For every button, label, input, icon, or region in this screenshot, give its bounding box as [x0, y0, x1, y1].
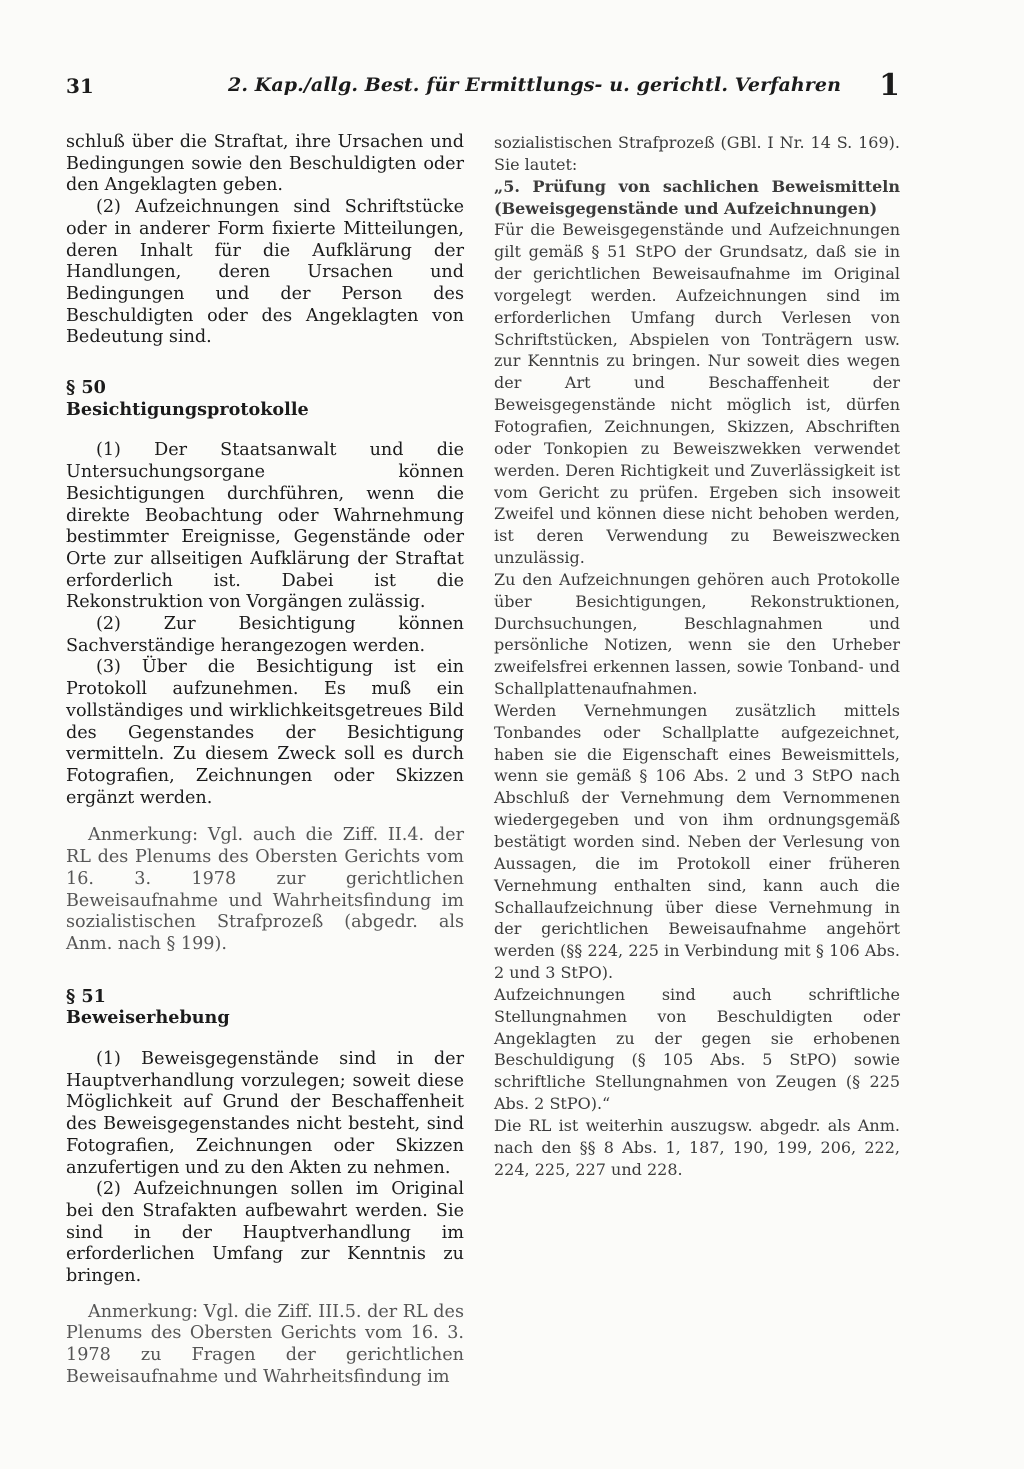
right-paragraph-2: Für die Beweisgegenstände und Aufzeichnungen gilt gemäß § 51 StPO der Grundsatz, daß sie in der gerichtlichen Beweisaufnahme im Original vorgelegt werden. Aufzeichnungen sind im erforderlichen Umfang durch Verlesen von Schriftstücken, Abspielen von Tonträgern usw. zur Kenntnis zu bringen. Nur soweit dies wegen der Art und Beschaffenheit der Beweisgegenstände nicht möglich ist, dürfen Fotografien, Zeichnungen, Skizzen, Abschriften oder Tonkopien zu Beweiszwekken verwendet werden. Deren Richtigkeit und Zuverlässigkeit ist vom Gericht zu prüfen. Ergeben sich insoweit Zweifel und können diese nicht behoben werden, ist deren Verwendung zu Beweiszwecken unzulässig. [494, 220, 900, 568]
section-50-number: § 50 [66, 377, 106, 399]
section-51-note: Anmerkung: Vgl. die Ziff. III.5. der RL des Plenums des Obersten Gerichts vom 16. 3. 1978 zu Fragen der gerichtlichen Beweisaufnahme und Wahrheitsfindung im [66, 1301, 464, 1387]
section-51-paragraph-2: (2) Aufzeichnungen sollen im Original bei den Strafakten aufbewahrt werden. Sie sind in der Hauptverhandlung im erforderlichen Umfang zur Kenntnis zu bringen. [66, 1179, 464, 1287]
chapter-number: 1 [879, 68, 900, 103]
section-51-number: § 51 [66, 985, 106, 1007]
paragraph-2: (2) Aufzeichnungen sind Schriftstücke oder in anderer Form fixierte Mitteilungen, deren Inhalt für die Aufklärung der Handlungen, deren Ursachen und Bedingungen und der Person des Beschuldigten oder des Angeklagten von Bedeutung sind. [66, 197, 464, 348]
right-paragraph-6: Die RL ist weiterhin auszugsw. abgedr. als Anm. nach den §§ 8 Abs. 1, 187, 190, 199, 206, 222, 224, 225, 227 und 228. [494, 1115, 900, 1179]
right-paragraph-3: Zu den Aufzeichnungen gehören auch Protokolle über Besichtigungen, Rekonstruktionen, Durchsuchungen, Beschlagnahmen und persönliche Notizen, wenn sie den Urheber zweifelsfrei erkennen lassen, sowie Tonband- und Schallplattenaufnahmen. [494, 569, 900, 699]
right-column [494, 132, 900, 1181]
section-50-title: Besichtigungsprotokolle [66, 398, 309, 420]
section-50-paragraph-2: (2) Zur Besichtigung können Sachverständige herangezogen werden. [66, 614, 464, 656]
quoted-heading: „5. Prüfung von sachlichen Beweismitteln (Beweisgegenstände und Aufzeichnungen) [494, 176, 900, 218]
section-50-paragraph-1: (1) Der Staatsanwalt und die Untersuchungsorgane können Besichtigungen durchführen, wenn die direkte Beobachtung oder Wahrnehmung bestimmter Ereignisse, Gegenstände oder Orte zur allseitigen Aufklärung der Straftat erforderlich ist. Dabei ist die Rekonstruktion von Vorgängen zulässig. [66, 440, 464, 613]
section-50-paragraph-3: (3) Über die Besichtigung ist ein Protokoll aufzunehmen. Es muß ein vollständiges und wirklichkeitsgetreues Bild des Gegenstandes der Besichtigung vermitteln. Zu diesem Zweck soll es durch Fotografien, Zeichnungen oder Skizzen ergänzt werden. [66, 657, 464, 808]
section-50-note: Anmerkung: Vgl. auch die Ziff. II.4. der RL des Plenums des Obersten Gerichts vom 16. 3. 1978 zur gerichtlichen Beweisaufnahme und Wahrheitsfindung im sozialistischen Strafprozeß (abgedr. als Anm. nach § 199). [66, 825, 464, 954]
section-51-paragraph-1: (1) Beweisgegenstände sind in der Hauptverhandlung vorzulegen; soweit diese Möglichkeit auf Grund der Beschaffenheit des Beweisgegenstandes nicht besteht, sind Fotografien, Zeichnungen oder Skizzen anzufertigen und zu den Akten zu nehmen. [66, 1049, 464, 1178]
section-51-title: Beweiserhebung [66, 1007, 230, 1029]
paragraph-continuation: schluß über die Straftat, ihre Ursachen und Bedingungen sowie den Beschuldigten oder den Angeklagten geben. [66, 132, 464, 196]
page-header [66, 68, 906, 106]
right-paragraph-1: sozialistischen Strafprozeß (GBl. I Nr. 14 S. 169). Sie lautet: [494, 133, 900, 174]
right-paragraph-4: Werden Vernehmungen zusätzlich mittels Tonbandes oder Schallplatte aufgezeichnet, haben sie die Eigenschaft eines Beweismittels, wenn sie gemäß § 106 Abs. 2 und 3 StPO nach Abschluß der Vernehmung dem Vernommenen wiedergegeben und von ihm ordnungsgemäß bestätigt worden sind. Neben der Verlesung von Aussagen, die im Protokoll einer früheren Vernehmung enthalten sind, kann auch die Schallaufzeichnung über diese Vernehmung in der gerichtlichen Beweisaufnahme angehört werden (§§ 224, 225 in Verbindung mit § 106 Abs. 2 und 3 StPO). [494, 700, 900, 983]
page-number: 31 [66, 74, 94, 98]
right-paragraph-5: Aufzeichnungen sind auch schriftliche Stellungnahmen von Beschuldigten oder Angeklagten zu der gegen sie erhobenen Beschuldigung (§ 105 Abs. 5 StPO) sowie schriftliche Stellungnahmen von Zeugen (§ 225 Abs. 2 StPO).“ [494, 984, 900, 1114]
running-head: 2. Kap./allg. Best. für Ermittlungs- u. gerichtl. Verfahren [228, 74, 841, 96]
left-column [66, 132, 464, 1389]
